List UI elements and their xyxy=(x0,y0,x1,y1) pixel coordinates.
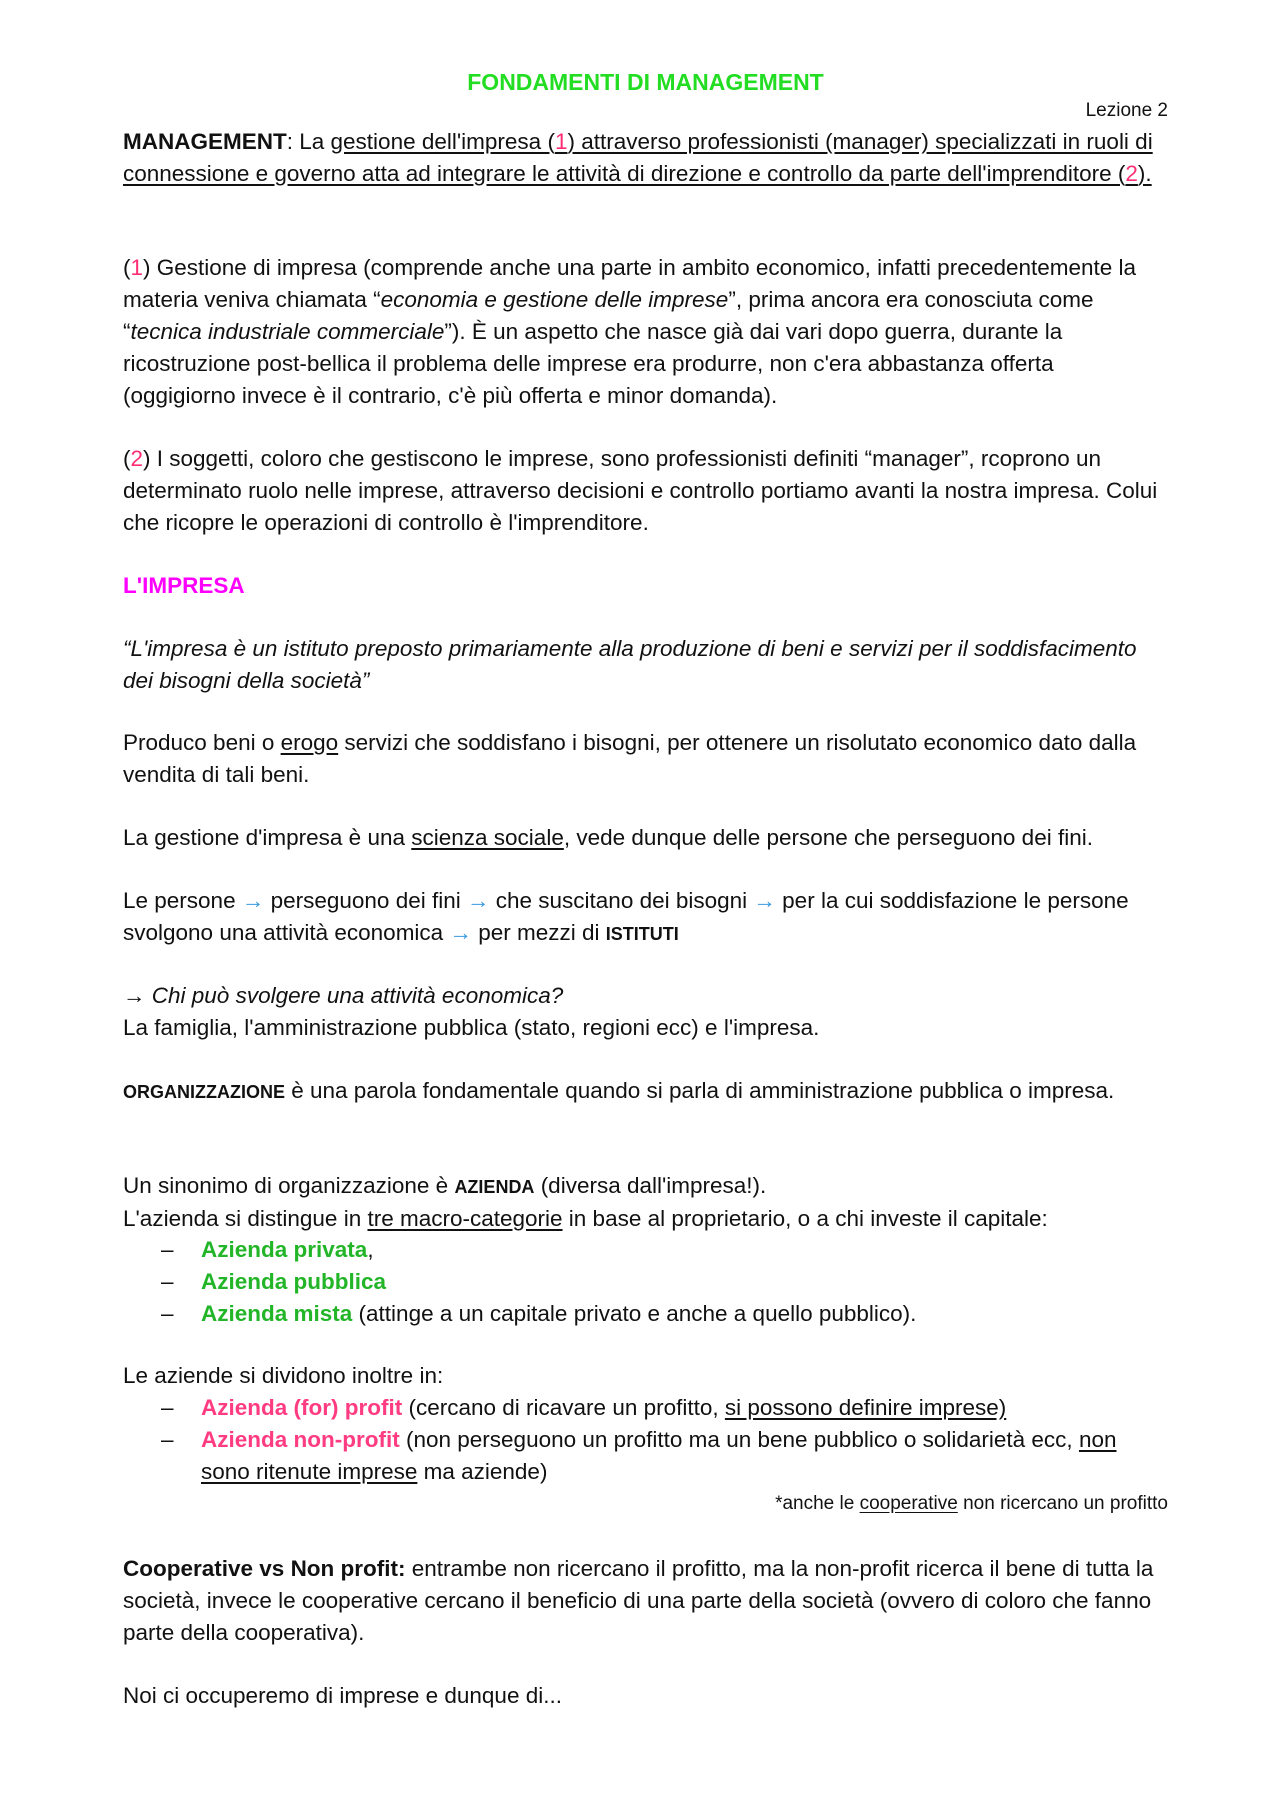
footnote-cooperative: *anche le cooperative non ricercano un profitto xyxy=(775,1493,1168,1514)
arrow-icon: → xyxy=(123,983,152,1008)
list-item: – Azienda (for) profit (cercano di ricavare un profitto, si possono definire imprese) xyxy=(123,1392,1168,1424)
question: → Chi può svolgere una attività economica? xyxy=(123,983,564,1008)
list-item: – Azienda mista (attinge a un capitale privato e anche a quello pubblico). xyxy=(123,1298,1168,1330)
list-profit xyxy=(123,1392,1168,1488)
paragraph-cooperative-vs-nonprofit: Cooperative vs Non profit: entrambe non ricercano il profitto, ma la non-profit ricerca il bene di tutta la società, invece le cooperative cercano il beneficio di una parte della società (ovvero di coloro che fanno parte della cooperativa). xyxy=(123,1556,1154,1645)
paragraph-chain: Le persone → perseguono dei fini → che suscitano dei bisogni → per la cui soddisfazione le persone svolgono una attività economica → per mezzi di ISTITUTI xyxy=(123,888,1129,945)
arrow-icon: → xyxy=(467,888,490,913)
arrow-icon: → xyxy=(753,888,776,913)
section-heading-impresa: L'IMPRESA xyxy=(123,573,245,598)
paragraph-aziende-dividono: Le aziende si dividono inoltre in: xyxy=(123,1363,444,1388)
management-definition: MANAGEMENT: La gestione dell'impresa (1) attraverso professionisti (manager) specializzati in ruoli di connessione e governo atta ad integrare le attività di direzione e controllo da parte dell'imprenditore (2). xyxy=(123,129,1153,186)
footnote-ref-2: 2 xyxy=(1125,161,1138,186)
impresa-quote: “L'impresa è un istituto preposto primariamente alla produzione di beni e servizi per il soddisfacimento dei bisogni della società” xyxy=(123,636,1137,693)
list-macro-categorie xyxy=(123,1234,1168,1330)
lesson-label: Lezione 2 xyxy=(1085,100,1168,121)
paragraph-scienza-sociale: La gestione d'impresa è una scienza sociale, vede dunque delle persone che perseguono dei fini. xyxy=(123,825,1093,850)
arrow-icon: → xyxy=(449,920,472,945)
answer: La famiglia, l'amministrazione pubblica (stato, regioni ecc) e l'impresa. xyxy=(123,1015,820,1040)
footnote-ref-1: 1 xyxy=(554,129,568,154)
document-title: FONDAMENTI DI MANAGEMENT xyxy=(467,69,824,95)
arrow-icon: → xyxy=(241,888,265,913)
paragraph-closing: Noi ci occuperemo di imprese e dunque di... xyxy=(123,1683,562,1708)
paragraph-azienda: Un sinonimo di organizzazione è AZIENDA (diversa dall'impresa!). L'azienda si distingue in tre macro-categorie in base al proprietario, o a chi investe il capitale: xyxy=(123,1173,1048,1231)
paragraph-note-2: (2) I soggetti, coloro che gestiscono le imprese, sono professionisti definiti “manager”, rcoprono un determinato ruolo nelle imprese, attraverso decisioni e controllo portiamo avanti la nostra impresa. Colui che ricopre le operazioni di controllo è l'imprenditore. xyxy=(123,446,1158,535)
list-item: – Azienda non-profit (non perseguono un profitto ma un bene pubblico o solidarietà ecc, non sono ritenute imprese ma aziende) xyxy=(123,1424,1168,1488)
list-item: – Azienda privata, xyxy=(123,1234,1168,1266)
paragraph-organizzazione: ORGANIZZAZIONE è una parola fondamentale quando si parla di amministrazione pubblica o impresa. xyxy=(123,1078,1115,1103)
paragraph-note-1: (1) Gestione di impresa (comprende anche una parte in ambito economico, infatti precedentemente la materia veniva chiamata “economia e gestione delle imprese”, prima ancora era conosciuta come “tecnica industriale commerciale”). È un aspetto che nasce già dai vari dopo guerra, durante la ricostruzione post-bellica il problema delle imprese era produrre, non c'era abbastanza offerta (oggigiorno invece è il contrario, c'è più offerta e minor domanda). xyxy=(123,255,1137,408)
list-item: – Azienda pubblica xyxy=(123,1266,1168,1298)
paragraph-produco: Produco beni o erogo servizi che soddisfano i bisogni, per ottenere un risolutato economico dato dalla vendita di tali beni. xyxy=(123,730,1137,787)
definition-term: MANAGEMENT xyxy=(123,129,287,154)
